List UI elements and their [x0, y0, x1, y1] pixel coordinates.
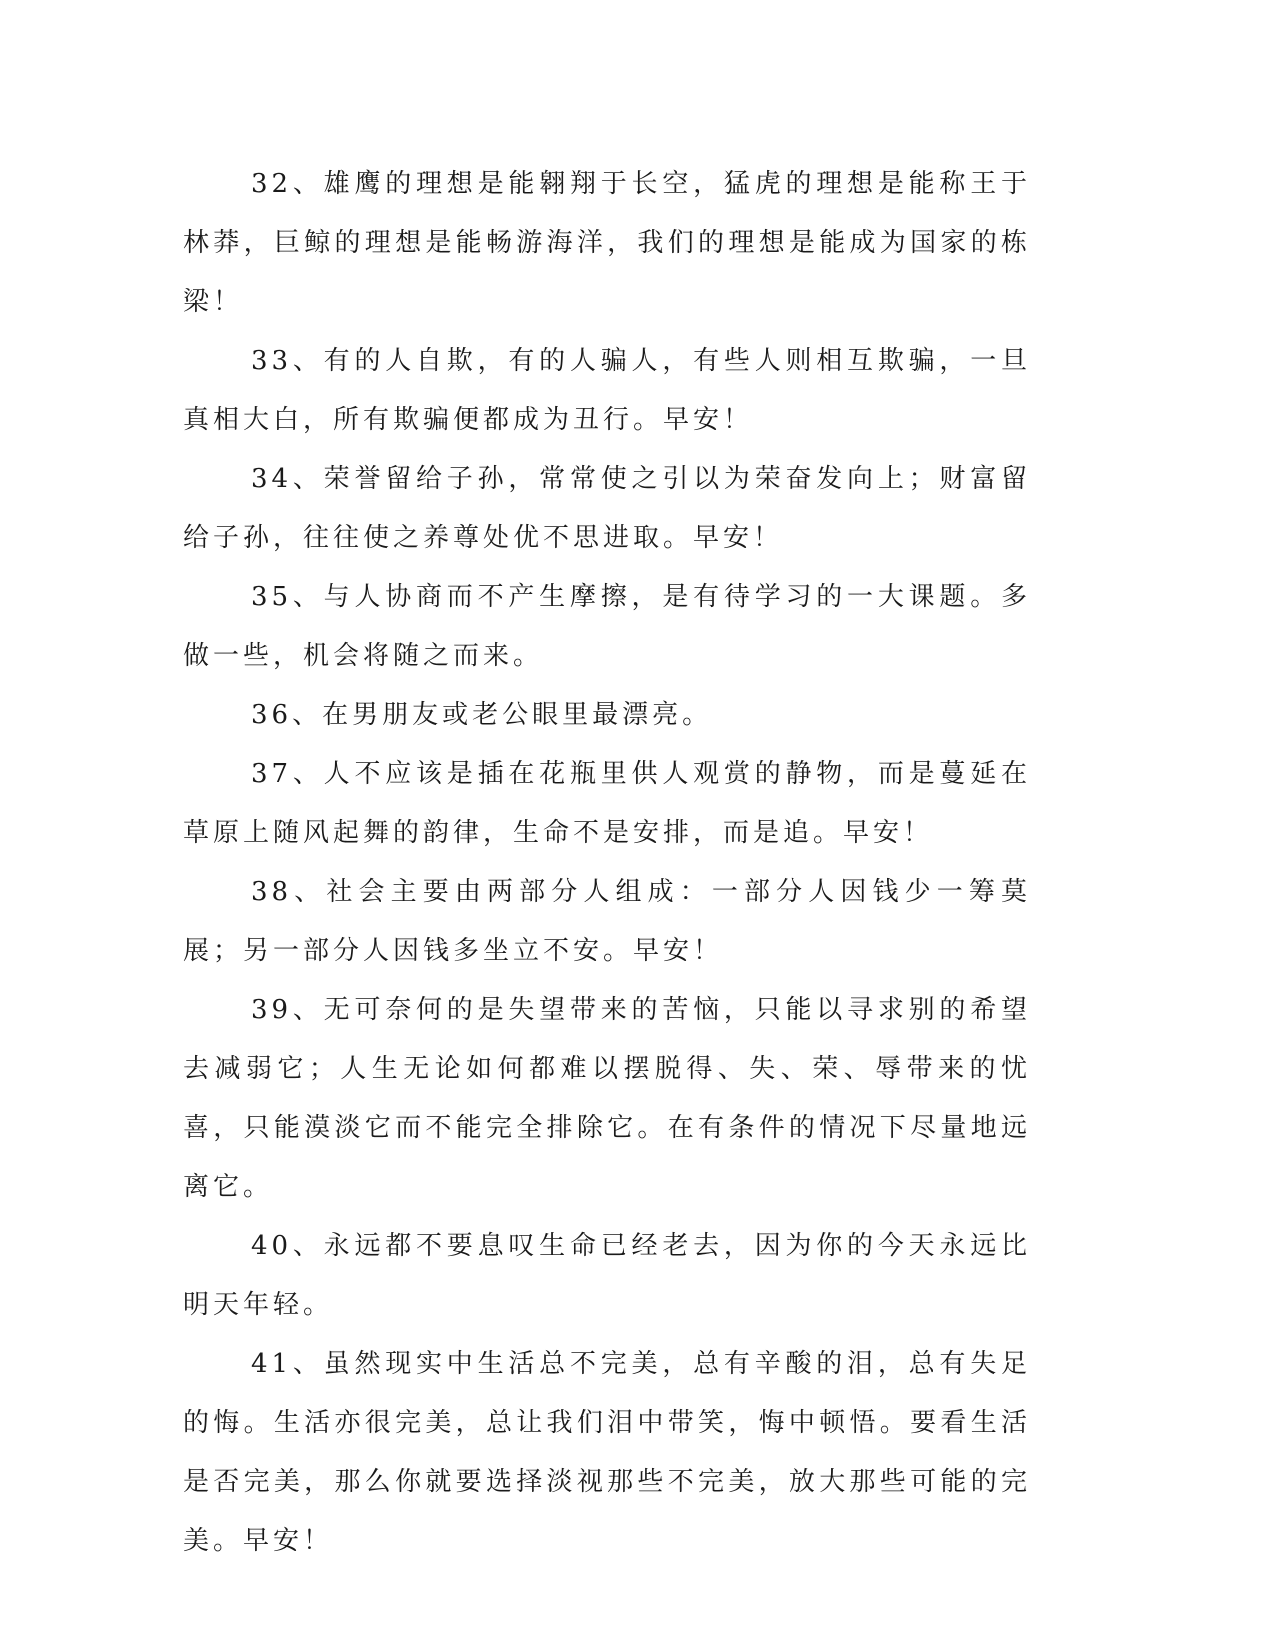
paragraph-35: 35、与人协商而不产生摩擦，是有待学习的一大课题。多做一些，机会将随之而来。	[183, 582, 1031, 671]
paragraph-39: 39、无可奈何的是失望带来的苦恼，只能以寻求别的希望去减弱它；人生无论如何都难以摆脱得、失、荣、辱带来的忧喜，只能漠淡它而不能完全排除它。在有条件的情况下尽量地远离它。	[183, 995, 1031, 1202]
paragraph-37: 37、人不应该是插在花瓶里供人观赏的静物，而是蔓延在草原上随风起舞的韵律，生命不是安排，而是追。早安！	[183, 759, 1031, 848]
paragraph-40: 40、永远都不要息叹生命已经老去，因为你的今天永远比明天年轻。	[183, 1231, 1031, 1320]
paragraph-41: 41、虽然现实中生活总不完美，总有辛酸的泪，总有失足的悔。生活亦很完美，总让我们泪中带笑，悔中顿悟。要看生活是否完美，那么你就要选择淡视那些不完美，放大那些可能的完美。早安！	[183, 1349, 1031, 1556]
paragraph-34: 34、荣誉留给子孙，常常使之引以为荣奋发向上；财富留给子孙，往往使之养尊处优不思进取。早安！	[183, 464, 1031, 553]
paragraph-32: 32、雄鹰的理想是能翱翔于长空，猛虎的理想是能称王于林莽，巨鲸的理想是能畅游海洋，我们的理想是能成为国家的栋梁！	[183, 169, 1031, 317]
paragraph-38: 38、社会主要由两部分人组成：一部分人因钱少一筹莫展；另一部分人因钱多坐立不安。早安！	[183, 877, 1031, 966]
paragraph-36: 36、在男朋友或老公眼里最漂亮。	[251, 700, 713, 730]
paragraph-33: 33、有的人自欺，有的人骗人，有些人则相互欺骗，一旦真相大白，所有欺骗便都成为丑行。早安！	[183, 346, 1031, 435]
document-body	[183, 155, 1031, 1571]
